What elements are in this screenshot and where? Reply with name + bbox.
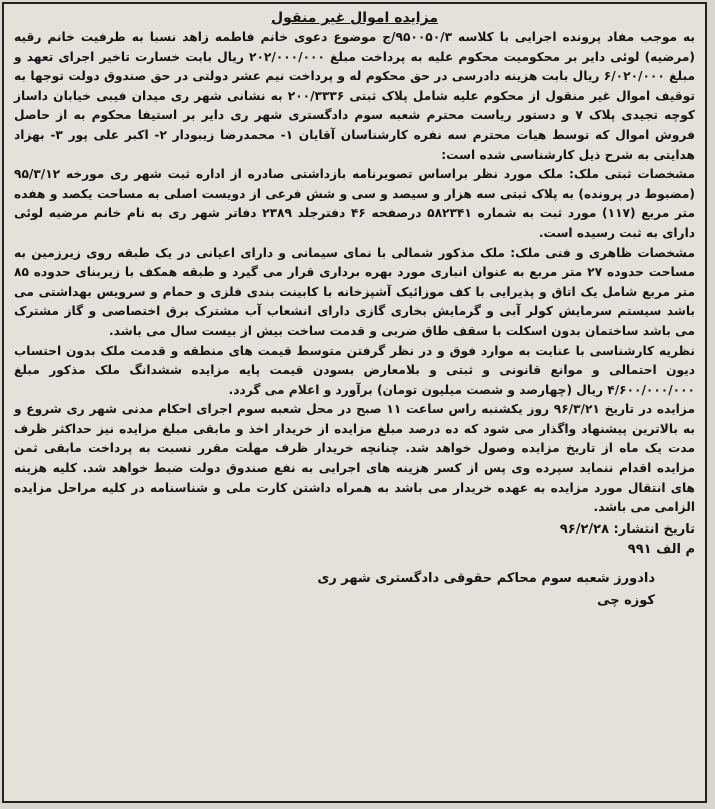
signature-name: کوزه چی: [597, 592, 655, 608]
publish-date: تاریخ انتشار: ۹۶/۲/۲۸: [559, 521, 695, 537]
notice-code: م الف ۹۹۱: [627, 541, 695, 557]
paragraph-case: به موجب مفاد پرونده اجرایی با کلاسه ۹۵۰۰۵۰/۳/ج موضوع دعوی خانم فاطمه زاهد نسبا به طرفیت خانم رقیه (مرضیه) لوئی دایر بر محکومیت محکوم علیه به پرداخت مبلغ ۲۰۲/۰۰۰/۰۰۰ ریال بابت خسارت تاخیر اجرای تعهد و مبلغ ۶/۰۲۰/۰۰۰ ریال بابت هزینه دادرسی در حق محکوم له و پرداخت نیم عشر دولتی در حق صندوق دولت توجها به توقیف اموال غیر منقول از محکوم علیه شامل پلاک ثبتی ۲۰۰/۳۳۳۶ به نشانی شهر ری میدان فیبی خیابان داساز کوچه تجیدی پلاک ۷ و دستور ریاست محترم شعبه سوم دادگستری شهر ری دایر بر استیفا محکوم به از حاصل فروش اموال که توسط هیات محترم سه نفره کارشناسان آقایان ۱- محمدرضا زیبودار ۲- اکبر علی پور ۳- بهزاد هدایتی به شرح ذیل کارشناسی شده است:: [14, 30, 696, 162]
notice-meta: [14, 520, 695, 560]
paragraph-valuation: نظریه کارشناسی با عنایت به موارد فوق و در نظر گرفتن متوسط قیمت های منطقه و قدمت ملک بدون احتساب دیون احتمالی و موانع قانونی و ثبتی و بلامعارض بسودن قیمت پایه مزایده ششدانگ ملک مذکور مبلغ ۴/۶۰۰/۰۰۰/۰۰۰ ریال (چهارصد و شصت میلیون تومان) برآورد و اعلام می گردد.: [14, 343, 695, 397]
paragraph-physical: مشخصات ظاهری و فنی ملک: ملک مذکور شمالی با نمای سیمانی و دارای اعیانی در یک طبقه روی زیرزمین به مساحت حدوده ۲۷ متر مربع به عنوان انباری مورد بهره برداری قرار می گیرد و طبقه همکف با زیربنای حدوده ۸۵ متر مربع شامل یک اتاق و پذیرایی با کف موزائیک آشپزخانه با کابینت بندی فلزی و حمام و سرویس بهداشتی می باشد سیستم سرمایش کولر آبی و گرمایش بخاری گازی دارای انشعاب آب مشترک برق اختصاصی و گاز مشترک می باشد ساختمان بدون اسکلت با سقف طاق ضربی و قدمت ساخت بیش از بیست سال می باشد.: [14, 245, 695, 338]
notice-title: مزایده اموال غیر منقول: [271, 10, 438, 26]
paragraph-registry: مشخصات ثبتی ملک: ملک مورد نظر براساس تصویرنامه بازداشتی صادره از اداره ثبت شهر ری مورخه ۹۵/۳/۱۲ (مضبوط در پرونده) به پلاک ثبتی سه هزار و سیصد و سی و شش فرعی از دویست اصلی به مساحت یکصد و هفده متر مربع (۱۱۷) مورد ثبت به شماره ۵۸۲۳۴۱ درصفحه ۴۶ دفترجلد ۲۳۸۹ دفاتر شهر ری به نام خانم مرضیه لوئی دارای به ثبت رسیده است.: [14, 167, 696, 240]
signature-title: دادورز شعبه سوم محاکم حقوقی دادگستری شهر ری: [317, 570, 655, 586]
notice-body: [14, 28, 695, 518]
auction-notice: [2, 2, 707, 803]
paragraph-auction: مزایده در تاریخ ۹۶/۳/۲۱ روز یکشنبه راس ساعت ۱۱ صبح در محل شعبه سوم اجرای احکام مدنی شهر ری شروع و به بالاترین پیشنهاد واگذار می شود که ده درصد مبلغ مزایده از خریدار اخذ و مابقی مبلغ مزایده نیز حداکثر ظرف مدت یک ماه از تاریخ مزایده وصول خواهد شد. چنانچه خریدار ظرف مهلت مقرر نسبت به پرداخت مابقی ثمن مزایده اقدام ننماید سپرده وی پس از کسر هزینه های اجرایی به نفع صندوق دولت ضبط خواهد شد. کلیه هزینه های انتقال مورد مزایده به عهده خریدار می باشد به همراه داشتن کارت ملی و شناسنامه در کلیه مراحل مزایده الزامی می باشد.: [14, 402, 695, 515]
signature-block: [14, 568, 695, 612]
